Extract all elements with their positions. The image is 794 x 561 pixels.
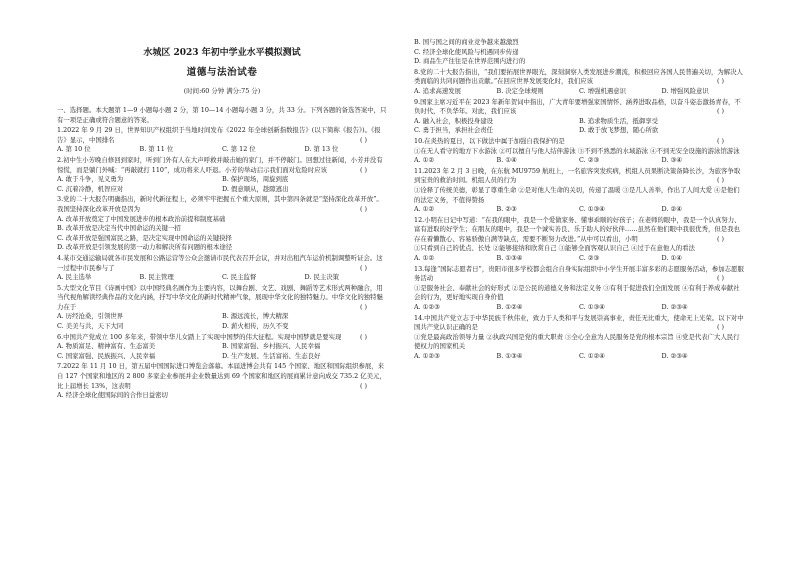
option: B. ①③④ <box>496 254 523 263</box>
option: D. 第 13 位 <box>304 145 339 154</box>
option: A. 经济全球化使国际间的合作日益密切 <box>57 391 168 400</box>
question-stem <box>414 216 744 245</box>
right-column <box>414 0 744 561</box>
question <box>57 284 387 332</box>
question-text: 10.在炎热的夏日，以下做法中属于加强自我保护的是 <box>414 136 565 145</box>
option: C. ①③④ <box>579 205 605 214</box>
option: D. ②③④ <box>661 303 688 312</box>
option-row <box>414 303 744 313</box>
question-stem <box>57 156 387 175</box>
question-text: 7.2022 年 11 月 10 日，第五届中国国际进口博览会落幕。本届进博会共有 145 个国家、地区和国际组织参展，来自 127 个国家和地区的 2 800 多家企业参展并企业数量达到 69 个国家和地区的展商累计意向成交 735.2 亿美元，比上届增长 13%，这表明 <box>57 362 386 390</box>
option: A. ①② <box>414 205 435 214</box>
answer-paren: ( ) <box>716 234 724 243</box>
option: C. 民主监督 <box>222 273 257 282</box>
question <box>57 195 387 253</box>
question-text: 4.某市交通运输局就各市民发展和公路运营等公众会邀请市民代表召开会议，并对出租汽车运价机制调整听证会。这一过程中市民参与了 <box>57 253 383 272</box>
option: C. ②③ <box>579 156 600 165</box>
option-row <box>57 312 387 322</box>
answer-paren: ( ) <box>359 135 367 144</box>
option: B. ②③ <box>496 205 517 214</box>
question-text: 9.国家主席习近平在 2023 年新年贺词中指出，广大青年要增强家国情怀、涵养进取品格，以奋斗姿态激扬青春，不负时代，不负华年。对此，我们应该 <box>414 97 741 116</box>
statement-list: ①是服务社会、奉献社会的好形式 ②是公民的道德义务和法定义务 ③有利于促进我们全面发展 ④有利于养成奉献社会的行为，更好地实现自身价值 <box>414 283 740 302</box>
option: C. ①②④ <box>579 352 605 360</box>
option: A. 第 10 位 <box>57 145 91 154</box>
option: C. 勇于担当，承担社会责任 <box>414 126 494 135</box>
option: B. ①④ <box>496 156 517 165</box>
statement-list: ①在无人看守的地方下水游泳 ②可以擅自与他人结伴游泳 ③不到不熟悉的水域游泳 ④不到无安全设施的游泳馆游泳 <box>414 146 740 155</box>
answer-paren: ( ) <box>359 332 367 341</box>
question <box>414 137 744 166</box>
option-row <box>414 87 744 97</box>
option: A. ①②③ <box>414 303 440 312</box>
option: D. 假意顺从，趁隙逃出 <box>222 184 289 193</box>
question-text: 14.中国共产党立志于中华民族千秋伟业，致力于人类和平与发展崇高事业，责任无比重大，使命无上光荣。以下对中国共产党认识正确的是 <box>414 313 744 332</box>
answer-paren: ( ) <box>716 136 724 145</box>
option-row <box>57 342 387 352</box>
option-row <box>414 205 744 215</box>
option-row <box>57 175 387 185</box>
question-text: 8.党的二十大报告指出，“我们要拓展世界眼光，深刻洞察人类发展进步潮流，积极回应各国人民普遍关切，为解决人类面临的共同问题作出贡献。”在回应世界发展变化时，我们应该 <box>414 67 743 86</box>
option: C. 增强机遇意识 <box>579 86 627 95</box>
option-row <box>57 352 387 362</box>
option: D. ②④ <box>661 205 682 214</box>
question-stem <box>414 265 744 284</box>
option: B. 保护现场，周旋到底 <box>222 175 289 184</box>
option: A. 融入社会，积极投身建设 <box>414 116 493 125</box>
option: B. 民主管理 <box>139 273 174 282</box>
question <box>414 98 744 136</box>
question-text: 13.每逢“国际志愿者日”，贵阳市很多学校都会组合自身实际组织中小学生开展丰富多彩的志愿服务活动，参加志愿服务活动 <box>414 264 744 283</box>
question <box>414 265 744 313</box>
question <box>57 156 387 194</box>
option-row <box>414 117 744 127</box>
option: D. 增强风险意识 <box>661 86 709 95</box>
option: D. 薪火相传，历久不变 <box>222 322 289 331</box>
option: D. 商品生产往往是在世界范围内进行的 <box>414 57 526 66</box>
statement-list: ①诠释了传统美德，彰显了尊重生命 ②是对他人生命的关切，传递了温暖 ③是几人善举，作出了人间大爱 ④是他们的法定义务，不值得赞扬 <box>414 185 740 204</box>
option: A. 物质富足、精神富有、生态富美 <box>57 342 156 351</box>
option-row <box>414 126 744 136</box>
right-question-list <box>414 38 744 362</box>
option: D. ①④ <box>661 254 682 263</box>
option: B. 国与国之间的商业竞争越来越激烈 <box>414 38 519 46</box>
option: A. 民主选举 <box>57 273 92 282</box>
option-row <box>57 185 387 195</box>
question-stem <box>57 362 387 391</box>
option: D. ②③④ <box>661 352 688 360</box>
statement-list: ①只看到自己的优点、长处 ②能够接纳和欣赏自己 ③能够全面客观认识自己 ④过于在意他人的看法 <box>414 244 695 253</box>
question <box>414 68 744 97</box>
option-row <box>414 352 744 362</box>
question-stem <box>57 126 387 145</box>
question-stem <box>414 98 744 117</box>
option-row <box>57 145 387 155</box>
option: B. ①③④ <box>496 352 523 360</box>
answer-paren: ( ) <box>716 77 724 86</box>
question-stem <box>414 68 744 87</box>
option-row <box>414 254 744 264</box>
answer-paren: ( ) <box>359 302 367 311</box>
option: C. 沉着冷静，机智应对 <box>57 184 124 193</box>
question-text: 5.大型文化节目《诗画中国》以中国经典名画作为主要内容，以舞台剧、文艺、戏剧、舞蹈等艺术形式两种融合，用当代视角解读经典作品的文化内涵，抒写中华文化的新时代精神气象，展现中华文化的独特魅力。中华文化的独特魅力在于 <box>57 283 383 311</box>
question-text: 11.2023 年 2 月 3 日晚，在东航 MU9759 航班上，一名旅客突发疾病，机组人员果断决策备降长沙，为旅客争取到宝贵的救治时间。机组人员的行为 <box>414 166 741 185</box>
option: C. ②③ <box>579 254 600 263</box>
option: C. 美美与共，天下大同 <box>57 322 124 331</box>
question-text: 1.2022 年 9 月 29 日，世界知识产权组织于当地时间发布《2022 年全球创新指数报告》(以下简称《报告》)。《报告》显示，中国排名 <box>57 126 381 144</box>
option: D. 生产发展、生活富裕、生态良好 <box>222 351 321 360</box>
exam-title: 水城区 2023 年初中学业水平模拟测试 <box>143 48 301 58</box>
question-text: 3.党的二十大报告明确指出，新时代新征程上，必须牢牢把握五个重大原则，其中第四条就是“坚持深化改革开放”。我国坚持深化改革开放是因为 <box>57 195 383 213</box>
option: A. 敢于斗争，见义勇为 <box>57 175 124 184</box>
option: B. 追求物质生活，抵御享受 <box>579 116 659 125</box>
question <box>414 167 744 215</box>
option: A. ①②③ <box>414 352 440 360</box>
option: C. 改革开放是强国富民之路，是决定实现中国命运的关键抉择 <box>57 233 232 242</box>
option-row <box>57 322 387 332</box>
option: A. 改革开放奠定了中国发展进步的根本政治前提和制度基础 <box>57 214 226 223</box>
exam-meta: (时间:60 分钟 满分:75 分) <box>183 87 261 95</box>
answer-paren: ( ) <box>359 263 367 272</box>
question <box>57 126 387 155</box>
option-row <box>57 273 387 283</box>
question-text: 6.中国共产党成立 100 多年来，带领中华儿女踏上了实现中国梦的伟大征程。实现中国梦就是要实现 <box>57 332 342 341</box>
option: D. 敢于放飞梦想，随心所欲 <box>579 126 659 135</box>
question-stem <box>414 137 744 147</box>
answer-paren: ( ) <box>716 274 724 283</box>
option: B. 决定全球规则 <box>496 86 544 95</box>
option: A. 历经沧桑，引领世界 <box>57 312 124 321</box>
question <box>414 38 744 67</box>
option: B. 国家富强、乡村振兴、人民幸福 <box>222 342 321 351</box>
option: A. 追求高速发展 <box>414 86 462 95</box>
answer-paren: ( ) <box>359 381 367 390</box>
question-stem <box>414 167 744 186</box>
section-intro: 一、选择题。本大题第 1—9 小题每小题 2 分，第 10—14 小题每小题 3 分，共 33 分。下列各题的备选答案中，只有一项是正确或符合题意的答案。 <box>57 106 387 124</box>
question <box>57 254 387 283</box>
answer-paren: ( ) <box>716 323 724 332</box>
option: D. 改革开放是引领发展的第一动力和解决所有问题的根本途径 <box>57 243 233 252</box>
option: A. ①② <box>414 156 435 165</box>
question <box>414 216 744 264</box>
question-stem <box>57 254 387 273</box>
question <box>57 333 387 362</box>
option: B. 第 11 位 <box>139 145 174 154</box>
question <box>57 362 387 400</box>
option: C. 国家富强、民族振兴、人民幸福 <box>57 351 156 360</box>
option: C. 第 12 位 <box>222 145 256 154</box>
option: B. ①②④ <box>496 303 523 312</box>
answer-paren: ( ) <box>716 107 724 116</box>
question-stem <box>414 314 744 333</box>
answer-paren: ( ) <box>359 165 367 174</box>
question-stem <box>57 195 387 214</box>
question-stem <box>57 284 387 313</box>
question-text: 12.小明在日记中写道：“在我的眼中，我是一个爱做家务、懂事乖顺的好孩子；在老师的眼中，我是一个认真努力、富有进取的好学生；在朋友的眼中，我是一个诚实善良、乐于助人的好伙伴……虽然在他们眼中我很优秀，但是我也存在着懒散心、容易骄傲自满等缺点，需要不断努力改进。”从中可以看出，小明 <box>414 215 741 243</box>
option: C. 经济全球化使风险与机遇同步传递 <box>414 47 519 56</box>
option: A. ①② <box>414 254 435 263</box>
answer-paren: ( ) <box>716 176 724 185</box>
statement-list: ①党是最高政治领导力量 ②执政兴国是党的重大职责 ③全心全意为人民服务是党的根本宗旨 ④党是代表广大人民行使权力的国家机关 <box>414 332 740 351</box>
question <box>414 314 744 362</box>
question-text: 2.初中生小芳晚自修回到家时，听到门外有人在大声呼救并敲击她的家门，并不停敲门。回想过往新闻，小芳并没有惊慌，而是躺门外喊：“再敲就打 110”，成功将来人吓退。小芳的举动启示我们面对危险时应该 <box>57 155 383 174</box>
exam-subtitle: 道德与法治试卷 <box>186 67 258 78</box>
answer-paren: ( ) <box>359 204 367 213</box>
option: D. ③④ <box>661 156 682 165</box>
option: C. ①③④ <box>579 303 605 312</box>
left-column <box>57 0 387 561</box>
left-question-list <box>57 126 387 401</box>
question-stem <box>57 333 387 343</box>
option: D. 民主决策 <box>304 273 340 282</box>
option-row <box>414 156 744 166</box>
option: B. 源远流长，博大精深 <box>222 312 289 321</box>
option: B. 改革开放是决定当代中国命运的关键一招 <box>57 224 181 233</box>
